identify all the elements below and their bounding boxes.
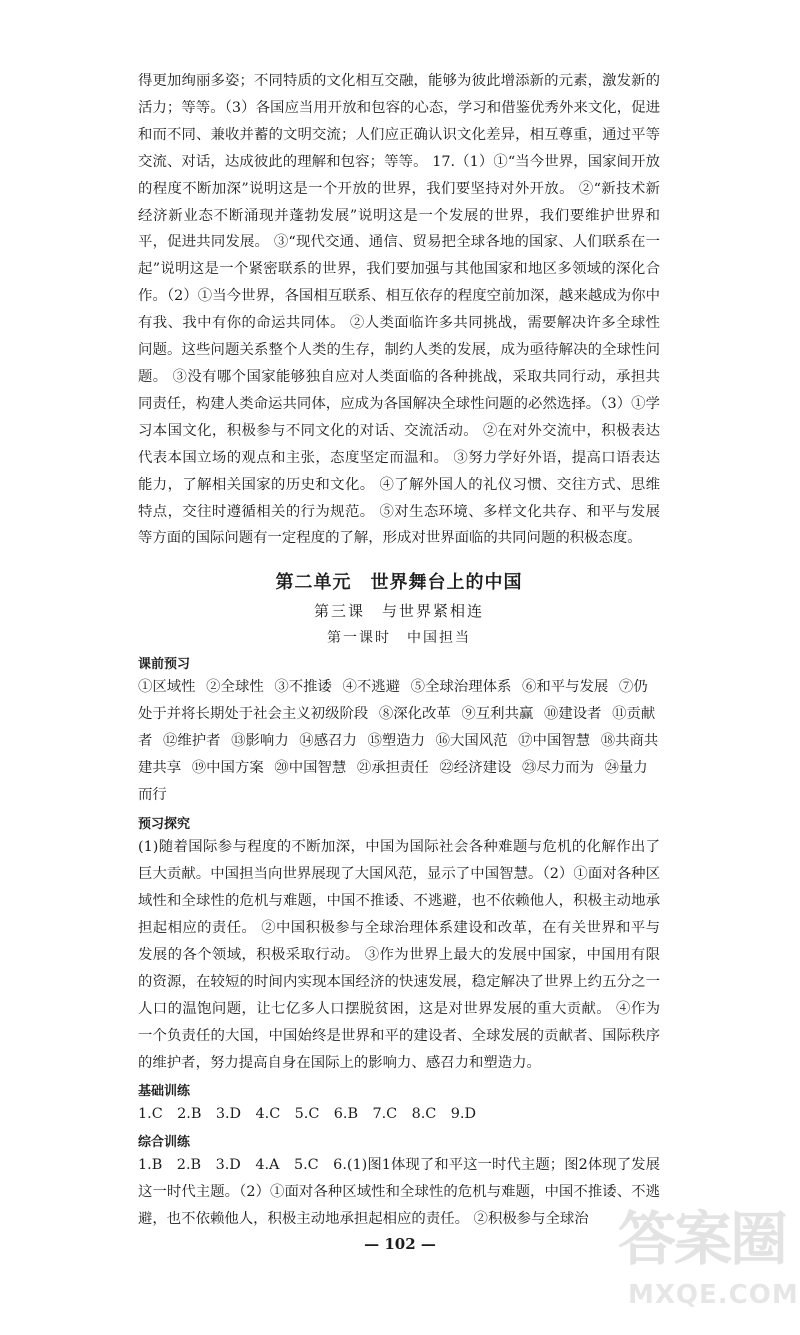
preview-item: ⑥和平与发展 <box>521 679 609 696</box>
preview-item: ⑬影响力 <box>231 733 289 750</box>
preview-item: ⑯大国风范 <box>435 733 508 750</box>
text-column <box>138 0 660 1233</box>
unit-title: 第二单元 世界舞台上的中国 <box>275 572 523 594</box>
section-label-comprehensive: 综合训练 <box>138 1135 191 1151</box>
comprehensive-paragraph: 1.B 2.B 3.D 4.A 5.C 6.(1)图1体现了和平这一时代主题；图2体现了发展这一时代主题。（2）①面对各种区域性和全球性的危机与难题，中国不推诿、不逃避，也不依赖他人，积极主动地承担起相应的责任。 ②积极参与全球治 <box>138 1157 660 1228</box>
preview-item: ⑦仍处于并将长期处于社会主义初级阶段 <box>138 679 648 723</box>
watermark-logo <box>600 1180 800 1335</box>
preview-item: ①区域性 <box>138 679 196 696</box>
preview-item: ㉑承担责任 <box>356 760 429 777</box>
watermark-url-text: MXQE.COM <box>628 1280 799 1310</box>
preview-item: ⑧深化改革 <box>378 706 451 723</box>
preview-item: ⑪贡献者 <box>138 706 656 750</box>
preview-item: ⑳中国智慧 <box>274 760 347 777</box>
preview-item: ⑤全球治理体系 <box>410 679 512 696</box>
preview-answers <box>138 674 660 809</box>
preview-item: ⑫维护者 <box>162 733 221 750</box>
period-title: 第一课时 中国担当 <box>327 630 471 647</box>
preview-item: ㉓尽力而为 <box>521 760 594 777</box>
preview-item: ③不推诿 <box>274 679 332 696</box>
preview-item: ⑲中国方案 <box>191 760 264 777</box>
lesson-title: 第三课 与世界紧相连 <box>313 602 484 621</box>
preview-item: ㉔量力而行 <box>138 760 648 804</box>
preview-item: ⑱共商共建共享 <box>138 733 659 777</box>
basic-answers: 1.C 2.B 3.D 4.C 5.C 6.B 7.C 8.C 9.D <box>138 1106 476 1123</box>
preview-item: ⑨互利共赢 <box>461 706 534 723</box>
intro-paragraph: 得更加绚丽多姿；不同特质的文化相互交融，能够为彼此增添新的元素，激发新的活力；等等。（3）各国应当用开放和包容的心态，学习和借鉴优秀外来文化，促进和而不同、兼收并蓄的文明交流；人们应正确认识文化差异，相互尊重，通过平等交流、对话，达成彼此的理解和包容；等等。 17.（1）①“当今世界，国家间开放的程度不断加深”说明这是一个开放的世界，我们要坚持对外开放。 ②“新技术新经济新业态不断涌现并蓬勃发展”说明这是一个发展的世界，我们要维护世界和平，促进共同发展。 ③“现代交通、通信、贸易把全球各地的国家、人们联系在一起”说明这是一个紧密联系的世界，我们要加强与其他国家和地区多领域的深化合作。（2）①当今世界，各国相互联系、相互依存的程度空前加深，越来越成为你中有我、我中有你的命运共同体。 ②人类面临许多共同挑战，需要解决许多全球性问题。这些问题关系整个人类的生存，制约人类的发展，成为亟待解决的全球性问题。 ③没有哪个国家能够独自应对人类面临的各种挑战，采取共同行动，承担共同责任，构建人类命运共同体，应成为各国解决全球性问题的必然选择。（3）①学习本国文化，积极参与不同文化的对话、交流活动。 ②在对外交流中，积极表达代表本国立场的观点和主张，态度坚定而温和。 ③努力学好外语，提高口语表达能力，了解相关国家的历史和文化。 ④了解外国人的礼仪习惯、交往方式、思维特点，交往时遵循相关的行为规范。 ⑤对生态环境、多样文化共存、和平与发展等方面的国际问题有一定程度的了解，形成对世界面临的共同问题的积极态度。 <box>138 73 660 547</box>
preview-item: ⑭感召力 <box>299 733 357 750</box>
explore-paragraph: (1)随着国际参与程度的不断加深，中国为国际社会各种难题与危机的化解作出了巨大贡献。中国担当向世界展现了大国风范，显示了中国智慧。（2）①面对各种区域性和全球性的危机与难题，中国不推诿、不逃避，也不依赖他人，积极主动地承担起相应的责任。 ②中国积极参与全球治理体系建设和改革，在有关世界和平与发展的各个领域，积极采取行动。 ③作为世界上最大的发展中国家，中国用有限的资源，在较短的时间内实现本国经济的快速发展，稳定解决了世界上约五分之一人口的温饱问题，让七亿多人口摆脱贫困，这是对世界发展的重大贡献。 ④作为一个负责任的大国，中国始终是世界和平的建设者、全球发展的贡献者、国际秩序的维护者，努力提高自身在国际上的影响力、感召力和塑造力。 <box>138 839 660 1071</box>
section-label-explore: 预习探究 <box>138 817 191 833</box>
preview-item: ④不逃避 <box>342 679 401 696</box>
section-label-preview: 课前预习 <box>138 657 191 673</box>
page-number: — 102 — <box>364 1235 436 1253</box>
preview-item: ㉒经济建设 <box>439 760 512 777</box>
preview-item: ②全球性 <box>206 679 264 696</box>
section-label-basic: 基础训练 <box>138 1084 191 1100</box>
preview-item: ⑰中国智慧 <box>518 733 591 750</box>
watermark-main-text: 答案圈 <box>618 1205 787 1273</box>
preview-item: ⑮塑造力 <box>367 733 426 750</box>
preview-item: ⑩建设者 <box>543 706 602 723</box>
